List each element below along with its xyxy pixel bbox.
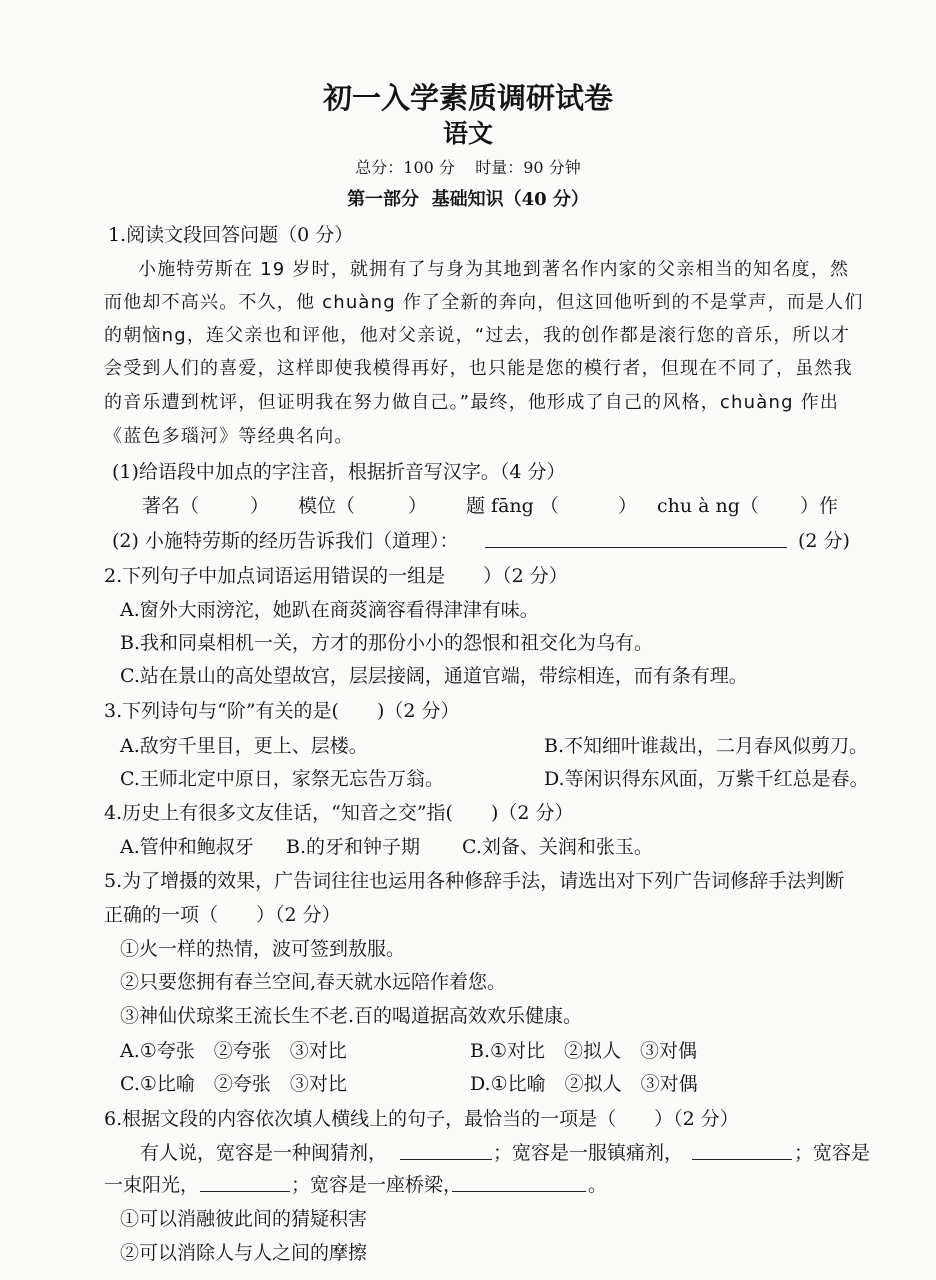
- q6-para-c: ；宽容是: [794, 1142, 871, 1164]
- q6-blank-2[interactable]: [692, 1141, 792, 1160]
- q1-sub1: (1)给语段中加点的字注音，根据折音写汉字。（4 分）: [112, 461, 566, 483]
- q6-para-a: 有人说，宽容是一种闽猜剂，: [140, 1142, 388, 1164]
- q1-stem: 1.阅读文段回答问题（0 分）: [108, 224, 354, 246]
- q4-option-a: A.管仲和鲍叔牙: [120, 836, 254, 858]
- section-heading: 第一部分 基础知识（40 分）: [347, 189, 589, 210]
- q1-sub2: (2) 小施特劳斯的经历告诉我们（道理）：: [112, 530, 459, 552]
- q1-sub2-score: (2 分): [798, 530, 850, 552]
- q1-passage-line: 而他却不高兴。不久，他 chuàng 作了全新的奔向，但这回他听到的不是掌声，而是人们: [104, 292, 864, 313]
- q2-option-c: C.站在景山的高处望故宫，层层接阔，通道官端，带综相连，而有条有理。: [120, 665, 748, 687]
- exam-title: 初一入学素质调研试卷: [322, 81, 613, 115]
- q6-para-d: 一束阳光，: [104, 1174, 200, 1196]
- q2-stem: 2.下列句子中加点词语运用错误的一组是 ）（2 分）: [104, 565, 568, 587]
- q1-item-b-close: ）: [408, 495, 428, 517]
- q5-option-a: A.①夸张 ②夸张 ③对比: [120, 1040, 347, 1062]
- q5-option-b: B.①对比 ②拟人 ③对偶: [470, 1040, 698, 1062]
- q6-blank-3[interactable]: [200, 1173, 290, 1192]
- q1-sub2-answer-blank[interactable]: [485, 529, 787, 548]
- q4-option-c: C.刘备、关润和张玉。: [462, 836, 653, 858]
- q3-option-d: D.等闲识得东风面，万紫千红总是春。: [544, 768, 869, 790]
- q6-para-e: ；宽容是一座桥梁，: [291, 1174, 463, 1196]
- q6-item-1: ①可以消融彼此间的猜疑积害: [120, 1208, 368, 1230]
- q4-option-b: B.的牙和钟子期: [286, 836, 421, 858]
- q1-item-a-close: ）: [250, 495, 270, 517]
- q1-passage-line: 的朝恼ng，连父亲也和评他，他对父亲说，“过去，我的创作都是滚行您的音乐，所以才: [104, 325, 851, 346]
- q6-blank-1[interactable]: [400, 1141, 492, 1160]
- q3-stem: 3.下列诗句与“阶”有关的是( )（2 分）: [104, 700, 460, 722]
- q3-option-c: C.王师北定中原日，家祭无忘告万翁。: [120, 768, 444, 790]
- q5-item-2: ②只要您拥有春兰空间,春天就水远陪作着您。: [120, 971, 507, 993]
- q6-para-f: 。: [588, 1174, 608, 1196]
- q1-passage-line: 的音乐遭到枕评，但证明我在努力做自己。”最终，他形成了自己的风格，chuàng 作出: [104, 392, 840, 413]
- q3-option-a: A.敌穷千里目，更上、层楼。: [120, 735, 368, 757]
- q1-item-c: 题 fāng （: [466, 495, 559, 517]
- subject-title: 语文: [442, 119, 493, 148]
- q5-item-1: ①火一样的热情，波可签到敖服。: [120, 938, 406, 960]
- q4-stem: 4.历史上有很多文友佳话，“知音之交”指( )（2 分）: [104, 802, 574, 824]
- q1-item-d-close: ）作: [800, 495, 839, 517]
- q5-stem-line1: 5.为了增摄的效果，广告词往往也运用各种修辞手法，请选出对下列广告词修辞手法判断: [104, 870, 845, 892]
- q1-passage-line: 会受到人们的喜爱，这样即使我模得再好，也只能是您的模行者，但现在不同了，虽然我: [104, 358, 853, 379]
- q1-passage-line: 小施特劳斯在 19 岁时，就拥有了与身为其地到著名作内家的父亲相当的知名度，然: [138, 259, 850, 280]
- exam-meta: 总分：100 分 时量：90 分钟: [355, 158, 581, 177]
- q1-item-a: 著名（: [142, 495, 200, 517]
- q3-option-b: B.不知细叶谁裁出，二月春风似剪刀。: [544, 735, 869, 757]
- q1-item-c-close: ）: [618, 495, 638, 517]
- q5-option-c: C.①比喻 ②夸张 ③对比: [120, 1073, 347, 1095]
- q5-item-3: ③神仙伏琼桨王流长生不老.百的喝道据高效欢乐健康。: [120, 1005, 583, 1027]
- q2-option-b: B.我和同桌相机一关，方才的那份小小的怨恨和祖交化为乌有。: [120, 632, 654, 654]
- q6-blank-4[interactable]: [452, 1173, 586, 1192]
- q2-option-a: A.窗外大雨滂沱，她趴在商菼滴容看得津津有味。: [120, 599, 539, 621]
- q6-para-b: ；宽容是一服镇痛剂，: [493, 1142, 684, 1164]
- q1-passage-line: 《蓝色多瑙河》等经典名向。: [104, 426, 354, 447]
- q1-item-d: chu à ng（: [657, 495, 759, 517]
- q5-option-d: D.①比喻 ②拟人 ③对偶: [470, 1073, 698, 1095]
- q5-stem-line2: 正确的一项（ ）（2 分）: [104, 904, 341, 926]
- q6-stem: 6.根据文段的内容依次填人横线上的句子，最恰当的一项是（ ）（2 分）: [104, 1108, 739, 1130]
- q6-item-2: ②可以消除人与人之间的摩擦: [120, 1242, 368, 1264]
- q1-item-b: 模位（: [298, 495, 356, 517]
